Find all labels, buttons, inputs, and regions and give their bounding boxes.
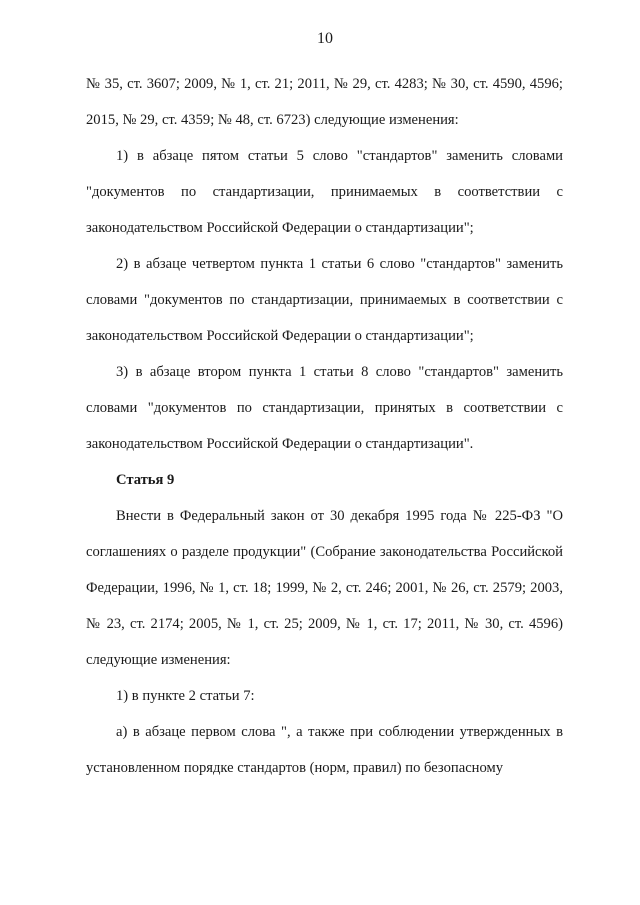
paragraph-subitem-a: а) в абзаце первом слова ", а также при соблюдении утвержденных в установленном порядке стандартов (норм, правил) по безопасному [86,724,563,776]
paragraph-subitem-1: 1) в пункте 2 статьи 7: [116,688,255,704]
article-heading: Статья 9 [116,472,175,488]
paragraph-continuation: № 35, ст. 3607; 2009, № 1, ст. 21; 2011, № 29, ст. 4283; № 30, ст. 4590, 4596; 2015, № 29, ст. 4359; № 48, ст. 6723) следующие изменения: [86,76,563,128]
paragraph-item-2: 2) в абзаце четвертом пункта 1 статьи 6 слово "стандартов" заменить словами "документов по стандартизации, принимаемых в соответствии с законодательством Российской Федерации о стандартизации"; [86,256,563,344]
page-number: 10 [317,30,333,47]
paragraph-article-intro: Внести в Федеральный закон от 30 декабря 1995 года № 225-ФЗ "О соглашениях о разделе продукции" (Собрание законодательства Российской Федерации, 1996, № 1, ст. 18; 1999, № 2, ст. 246; 2001, № 26, ст. 2579; 2003, № 23, ст. 2174; 2005, № 1, ст. 25; 2009, № 1, ст. 17; 2011, № 30, ст. 4596) следующие изменения: [86,508,563,668]
paragraph-item-3: 3) в абзаце втором пункта 1 статьи 8 слово "стандартов" заменить словами "документов по стандартизации, принятых в соответствии с законодательством Российской Федерации о стандартизации". [86,364,563,452]
paragraph-item-1: 1) в абзаце пятом статьи 5 слово "стандартов" заменить словами "документов по стандартизации, принимаемых в соответствии с законодательством Российской Федерации о стандартизации"; [86,148,563,236]
document-body [86,66,563,786]
